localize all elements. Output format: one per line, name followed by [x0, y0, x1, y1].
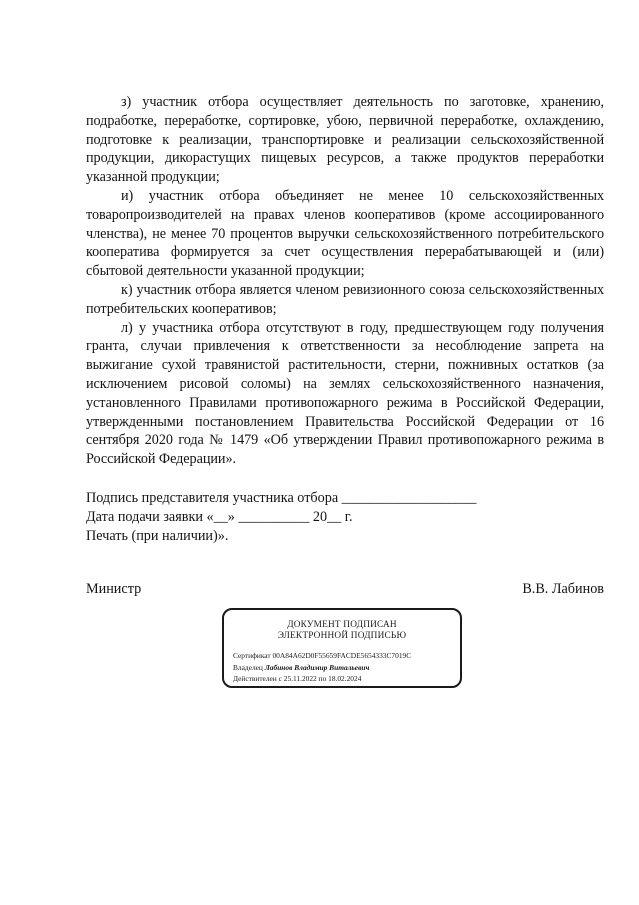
stamp-valid-from-prefix: с — [278, 674, 282, 683]
stamp-owner-line — [233, 663, 369, 673]
electronic-signature-stamp — [222, 608, 462, 688]
stamp-valid-from: 25.11.2022 — [283, 674, 317, 683]
stamp-validity-line — [233, 674, 361, 684]
stamp-certificate-value: 00A84A62D0F55659FACDE5654333C7019C — [272, 651, 412, 660]
seal-line: Печать (при наличии)». — [86, 528, 229, 544]
paragraph-l: л) у участника отбора отсутствуют в году, предшествующем году получения гранта, случаи привлечения к ответственности за несоблюдение запрета на выжигание сухой травянистой растительности, стерни, пожнивных остатков (за исключением рисовой соломы) на землях сельскохозяйственного назначения, установленного Правилами противопожарного режима в Российской Федерации, утвержденными постановлением Правительства Российской Федерации от 16 сентября 2020 года № 1479 «Об утверждении Правил противопожарного режима в Российской Федерации». — [86, 319, 604, 468]
paragraph-i: и) участник отбора объединяет не менее 10 сельскохозяйственных товаропроизводителей на правах членов кооперативов (кроме ассоциированного членства), не менее 70 процентов выручки сельскохозяйственного потребительского кооператива формируется за счет осуществления перерабатывающей и (или) сбытовой деятельности указанной продукции; — [86, 187, 604, 280]
stamp-valid-label: Действителен — [233, 674, 277, 683]
signatory-position: Министр — [86, 581, 142, 597]
stamp-valid-to-prefix: по — [318, 674, 327, 683]
paragraph-z: з) участник отбора осуществляет деятельность по заготовке, хранению, подработке, переработке, сортировке, убою, первичной переработке, охлаждению, подготовке к реализации, транспортировке и реализации сельскохозяйственной продукции, дикорастущих пищевых ресурсов, а также продуктов переработки указанной продукции; — [86, 94, 604, 186]
application-date-line: Дата подачи заявки «__» __________ 20__ г. — [86, 509, 353, 525]
paragraph-k: к) участник отбора является членом ревизионного союза сельскохозяйственных потребительских кооперативов; — [86, 281, 604, 317]
stamp-title-line2: ЭЛЕКТРОННОЙ ПОДПИСЬЮ — [277, 631, 407, 641]
stamp-owner-label: Владелец — [233, 663, 263, 672]
document-body — [86, 93, 604, 469]
stamp-valid-to: 18.02.2024 — [328, 674, 362, 683]
signatory-name: В.В. Лабинов — [522, 581, 604, 597]
stamp-certificate-line — [233, 651, 411, 661]
stamp-owner-value: Лабинов Владимир Витальевич — [264, 663, 370, 672]
signature-field-line: Подпись представителя участника отбора ___________________ — [86, 490, 477, 506]
form-fields-block — [86, 489, 516, 546]
stamp-certificate-label: Сертификат — [233, 651, 271, 660]
stamp-title-line1: ДОКУМЕНТ ПОДПИСАН — [287, 620, 397, 630]
